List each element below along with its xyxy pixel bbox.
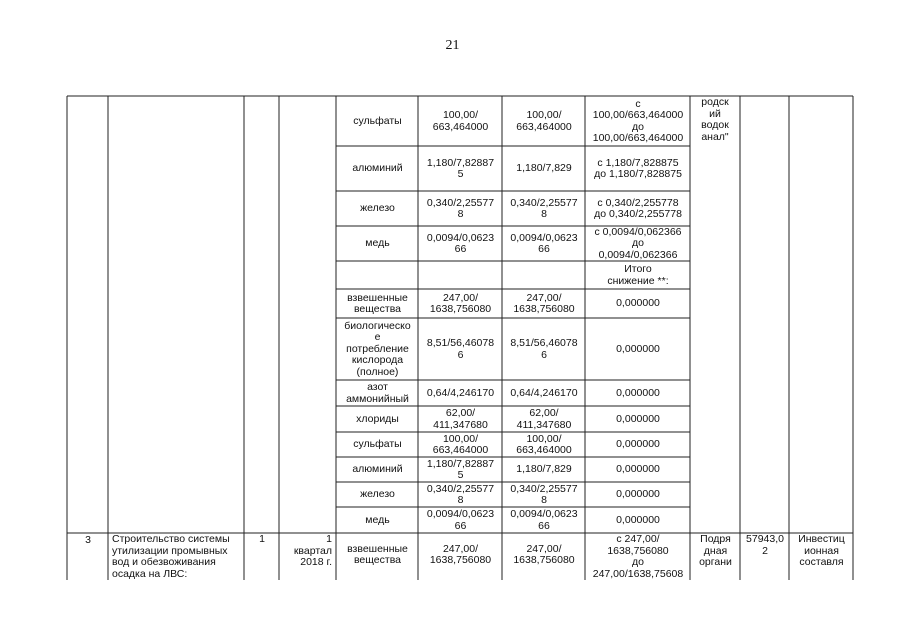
cell-substance: медь [365, 237, 390, 250]
entry3-name: Строительство системы утилизации промывных вод и обезвоживания осадка на ЛВС: [112, 534, 230, 580]
cell-value-a: 100,00/ 663,464000 [432, 433, 489, 456]
cell-substance: алюминий [352, 162, 403, 175]
cell-substance [337, 262, 418, 289]
cell-value-a: 1,180/7,82887 5 [426, 156, 495, 180]
cell-substance: биологическо е потребление кислорода (полное) [344, 319, 411, 378]
cell-value-a: 8,51/56,46078 6 [426, 337, 495, 361]
cell-value-a: 0,0094/0,0623 66 [426, 508, 495, 532]
cell-value-b [503, 262, 585, 289]
cell-value-b: 0,0094/0,0623 66 [510, 508, 578, 532]
entry3-source: Инвестиц ионная составля [798, 534, 845, 568]
cell-value-c: с 0,340/2,255778 до 0,340/2,255778 [594, 196, 682, 220]
cell-substance: взвешенные вещества [347, 291, 408, 315]
cell-value-c: 0,000000 [616, 488, 660, 501]
cell-value-b: 100,00/ 663,464000 [516, 433, 572, 456]
cell-substance: сульфаты [353, 438, 402, 451]
entry3-cost: 57943,0 2 [746, 534, 784, 557]
cell-value-a: 100,00/ 663,464000 [432, 109, 489, 133]
cell-value-c: 0,000000 [616, 297, 660, 310]
page-number: 21 [445, 38, 460, 53]
cell-value-b: 0,340/2,25577 8 [510, 483, 578, 506]
cell-value-c: 0,000000 [616, 342, 660, 355]
entry3-term: 1 квартал 2018 г. [293, 534, 332, 568]
entry3-org: Подря дная органи [699, 534, 732, 568]
cell-value-b: 1,180/7,829 [516, 162, 572, 175]
cell-value-b: 62,00/ 411,347680 [516, 407, 572, 431]
entry3-col-c: с 247,00/ 1638,756080 до 247,00/1638,75608 [592, 534, 684, 580]
cell-substance: хлориды [356, 412, 399, 425]
cell-value-a: 0,340/2,25577 8 [426, 196, 495, 220]
cell-value-a: 62,00/ 411,347680 [433, 407, 488, 431]
cell-value-c: с 100,00/663,464000 до 100,00/663,464000 [592, 97, 684, 144]
org-continuation: родск ий водок анал" [701, 97, 729, 143]
cell-substance: азот аммонийный [346, 381, 409, 405]
cell-value-c: 0,000000 [616, 513, 660, 526]
cell-substance: алюминий [352, 463, 403, 476]
entry3-col-b: 247,00/ 1638,756080 [513, 542, 575, 566]
cell-value-c: с 1,180/7,828875 до 1,180/7,828875 [594, 156, 682, 180]
cell-substance: железо [360, 202, 395, 215]
entry3-col-a: 247,00/ 1638,756080 [429, 542, 492, 566]
cell-value-a: 0,0094/0,0623 66 [426, 231, 495, 255]
cell-value-b: 1,180/7,829 [516, 463, 572, 476]
entry3-qty: 1 [259, 534, 265, 545]
cell-value-a: 247,00/ 1638,756080 [429, 291, 492, 315]
cell-value-b: 8,51/56,46078 6 [510, 337, 578, 361]
cell-substance: медь [365, 513, 390, 526]
cell-value-b: 100,00/ 663,464000 [516, 109, 572, 133]
cell-value-c: 0,000000 [616, 463, 660, 476]
cell-value-b: 247,00/ 1638,756080 [513, 291, 575, 315]
cell-value-a: 1,180/7,82887 5 [426, 458, 495, 481]
cell-value-c: 0,000000 [616, 412, 660, 425]
entry3-num: 3 [85, 534, 91, 547]
cell-substance: железо [360, 488, 395, 501]
cell-value-c: с 0,0094/0,062366 до 0,0094/0,062366 [594, 227, 682, 261]
cell-value-c: Итого снижение **: [607, 263, 669, 287]
cell-value-b: 0,64/4,246170 [510, 386, 578, 399]
cell-value-c: 0,000000 [616, 438, 660, 451]
cell-value-b: 0,340/2,25577 8 [510, 196, 578, 220]
cell-value-a: 0,340/2,25577 8 [426, 483, 495, 506]
cell-value-b: 0,0094/0,0623 66 [510, 231, 578, 255]
cell-value-c: 0,000000 [616, 386, 660, 399]
entry3-substance: взвешенные вещества [347, 542, 408, 566]
cell-value-a [419, 262, 502, 289]
cell-substance: сульфаты [353, 114, 402, 127]
cell-value-a: 0,64/4,246170 [426, 386, 495, 399]
